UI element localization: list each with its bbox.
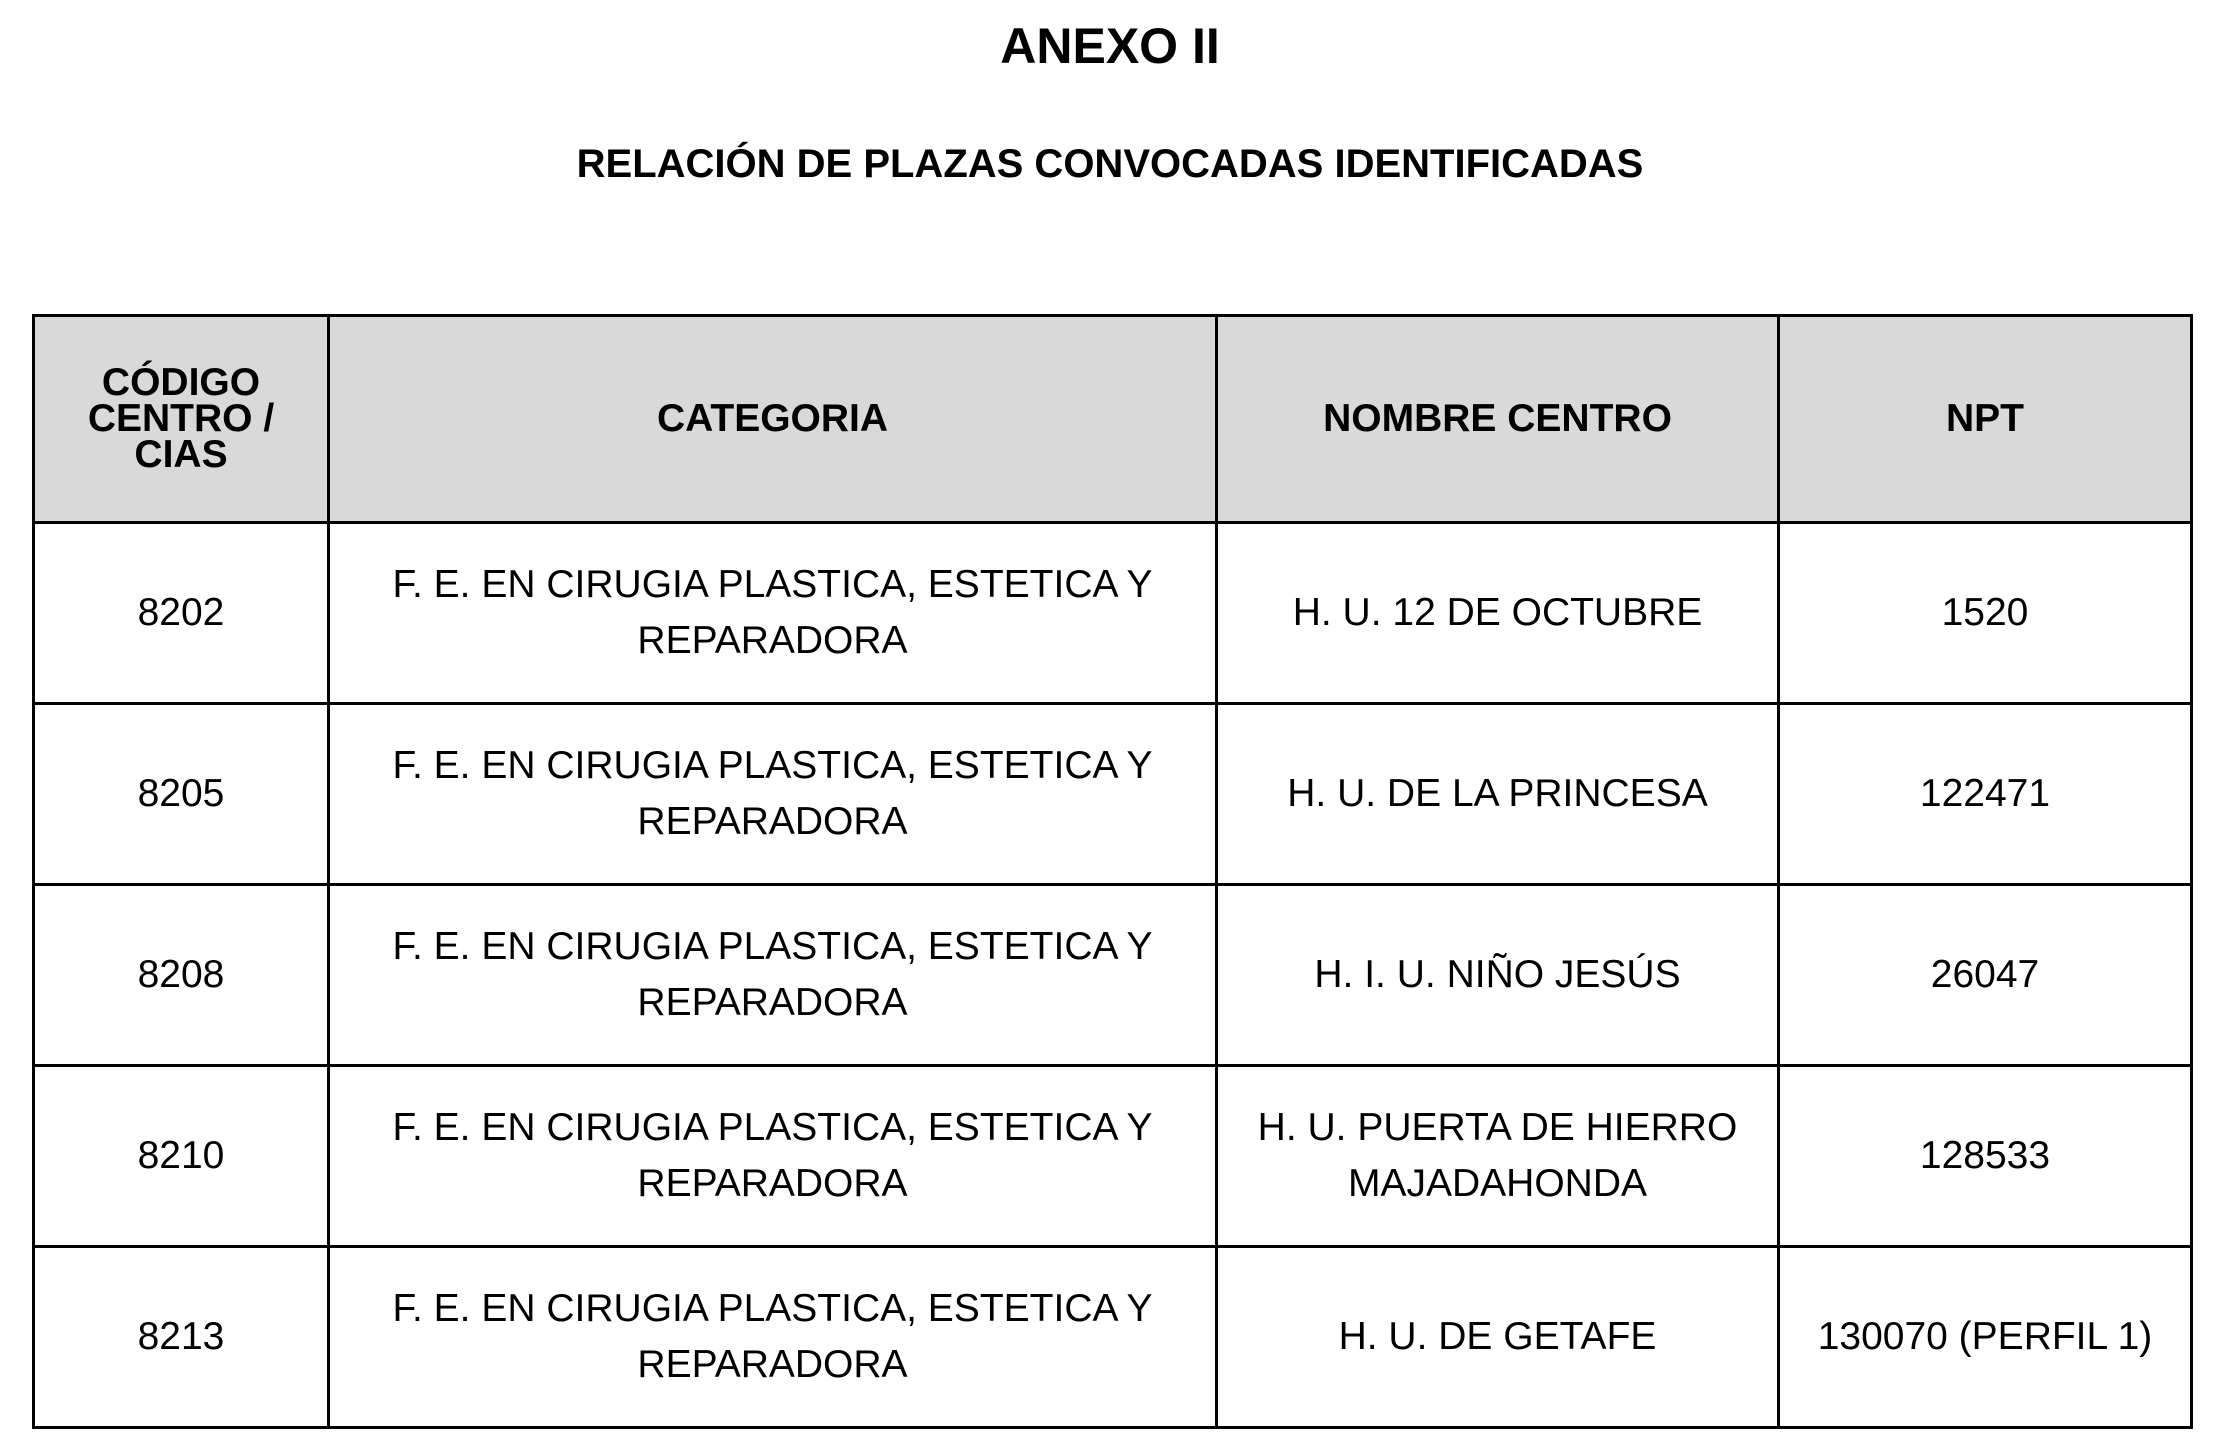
cell-npt: 26047 [1779, 885, 2192, 1066]
cell-center-name: H. U. DE GETAFE [1217, 1247, 1779, 1428]
cell-category: F. E. EN CIRUGIA PLASTICA, ESTETICA Y REPARADORA [329, 1066, 1217, 1247]
table-header-row [34, 316, 2192, 523]
cell-category: F. E. EN CIRUGIA PLASTICA, ESTETICA Y REPARADORA [329, 885, 1217, 1066]
table-row [34, 704, 2192, 885]
document-title: ANEXO II [1000, 18, 1220, 74]
cell-center-name: H. U. DE LA PRINCESA [1217, 704, 1779, 885]
cell-npt: 128533 [1779, 1066, 2192, 1247]
document-subtitle: RELACIÓN DE PLAZAS CONVOCADAS IDENTIFICADAS [576, 142, 1644, 186]
cell-code: 8213 [34, 1247, 329, 1428]
header-center-name: NOMBRE CENTRO [1217, 316, 1779, 523]
cell-npt: 1520 [1779, 523, 2192, 704]
header-category: CATEGORIA [329, 316, 1217, 523]
cell-category: F. E. EN CIRUGIA PLASTICA, ESTETICA Y REPARADORA [329, 704, 1217, 885]
header-npt: NPT [1779, 316, 2192, 523]
cell-category: F. E. EN CIRUGIA PLASTICA, ESTETICA Y REPARADORA [329, 1247, 1217, 1428]
plazas-table [32, 314, 2193, 1429]
table-row [34, 1247, 2192, 1428]
cell-code: 8210 [34, 1066, 329, 1247]
cell-code: 8208 [34, 885, 329, 1066]
table-row [34, 1066, 2192, 1247]
cell-npt: 122471 [1779, 704, 2192, 885]
cell-code: 8205 [34, 704, 329, 885]
header-code: CÓDIGO CENTRO / CIAS [34, 316, 329, 523]
cell-center-name: H. I. U. NIÑO JESÚS [1217, 885, 1779, 1066]
cell-npt: 130070 (PERFIL 1) [1779, 1247, 2192, 1428]
cell-code: 8202 [34, 523, 329, 704]
table-row [34, 885, 2192, 1066]
cell-center-name: H. U. 12 DE OCTUBRE [1217, 523, 1779, 704]
cell-category: F. E. EN CIRUGIA PLASTICA, ESTETICA Y REPARADORA [329, 523, 1217, 704]
table-row [34, 523, 2192, 704]
cell-center-name: H. U. PUERTA DE HIERRO MAJADAHONDA [1217, 1066, 1779, 1247]
